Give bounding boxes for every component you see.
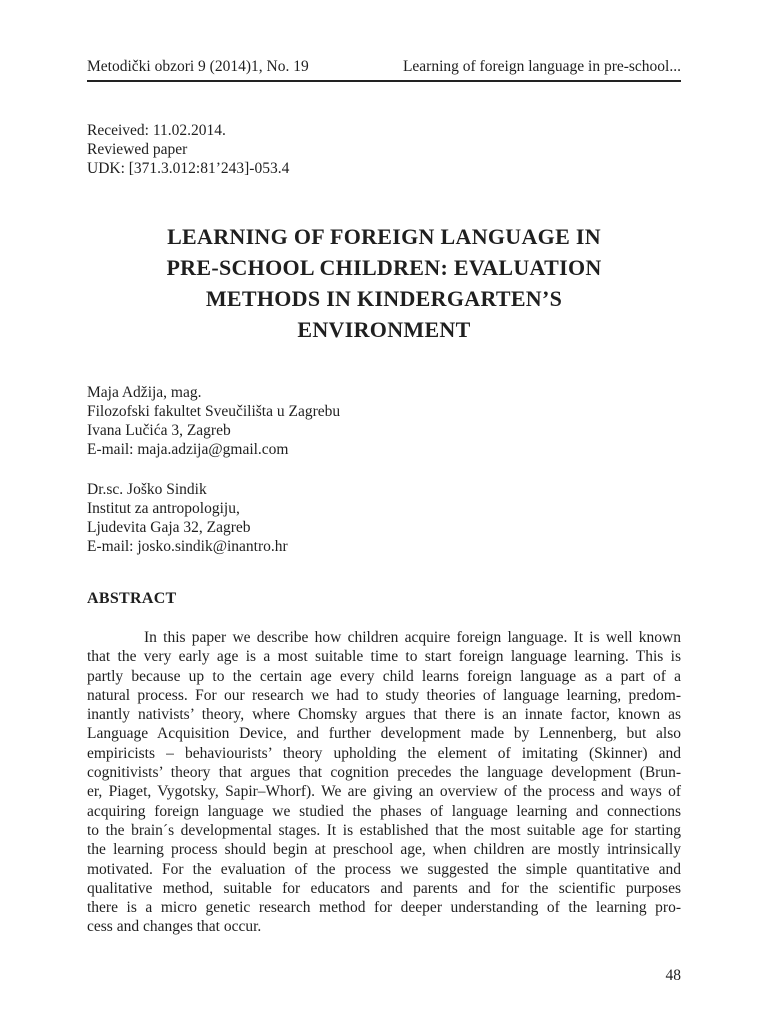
abstract-line: there is a micro genetic research method for deeper understanding of the learning pro- [87,899,681,917]
author-address: Ivana Lučića 3, Zagreb [87,422,231,439]
author-name: Dr.sc. Joško Sindik [87,481,207,498]
abstract-line: cess and changes that occur. [87,918,262,936]
author-email: E-mail: maja.adzija@gmail.com [87,441,289,458]
abstract-line: empiricists – behaviourists’ theory upholding the element of imitating (Skinner) and [87,744,681,762]
udk-code: UDK: [371.3.012:81’243]-053.4 [87,160,290,177]
abstract-line: inantly nativists’ theory, where Chomsky argues that there is an innate factor, known as [87,706,681,724]
abstract-line: motivated. For the evaluation of the process we suggested the simple quantitative and [87,860,681,878]
author-name: Maja Adžija, mag. [87,384,202,401]
page-number: 48 [665,967,681,984]
abstract-line: In this paper we describe how children acquire foreign language. It is well known [144,629,681,646]
title-line: LEARNING OF FOREIGN LANGUAGE IN [167,224,601,249]
author-address: Ljudevita Gaja 32, Zagreb [87,519,251,536]
abstract-line: qualitative method, suitable for educators and parents and for the scientific purposes [87,879,681,897]
abstract-body [87,628,681,937]
journal-citation: Metodički obzori 9 (2014)1, No. 19 [87,58,309,75]
running-title: Learning of foreign language in pre-school... [402,58,681,75]
abstract-line: that the very early age is a most suitable time to start foreign language learning. This is [87,648,681,666]
title-line: PRE-SCHOOL CHILDREN: EVALUATION [166,255,602,280]
author-affiliation: Filozofski fakultet Sveučilišta u Zagrebu [87,403,341,420]
author-email: E-mail: josko.sindik@inantro.hr [87,538,288,555]
paper-type: Reviewed paper [87,141,188,158]
abstract-line: er, Piaget, Vygotsky, Sapir–Whorf). We are giving an overview of the process and ways of [87,783,681,801]
abstract-line: to the brain´s developmental stages. It is established that the most suitable age for starting [87,821,681,839]
abstract-line: the learning process should begin at preschool age, when children are mostly intrinsically [87,841,681,859]
abstract-line: natural process. For our research we had to study theories of language learning, predom- [87,686,681,704]
header-rule [87,80,681,82]
abstract-heading: ABSTRACT [87,590,177,607]
abstract-line: partly because up to the certain age every child learns foreign language as a part of a [87,667,681,685]
author-block-2 [87,480,288,556]
received-date: Received: 11.02.2014. [87,122,226,139]
paper-title [87,221,681,345]
abstract-line: Language Acquisition Device, and further development made by Lennenberg, but also [87,725,681,743]
abstract-line: acquiring foreign language we studied the phases of language learning and connections [87,802,681,820]
title-line: METHODS IN KINDERGARTEN’S [205,286,563,311]
author-affiliation: Institut za antropologiju, [87,500,240,517]
author-block-1 [87,383,340,459]
paper-meta [87,121,289,178]
running-header [87,58,681,80]
abstract-line: cognitivists’ theory that argues that cognition precedes the language development (Brun- [87,764,681,782]
title-line: ENVIRONMENT [297,317,471,342]
